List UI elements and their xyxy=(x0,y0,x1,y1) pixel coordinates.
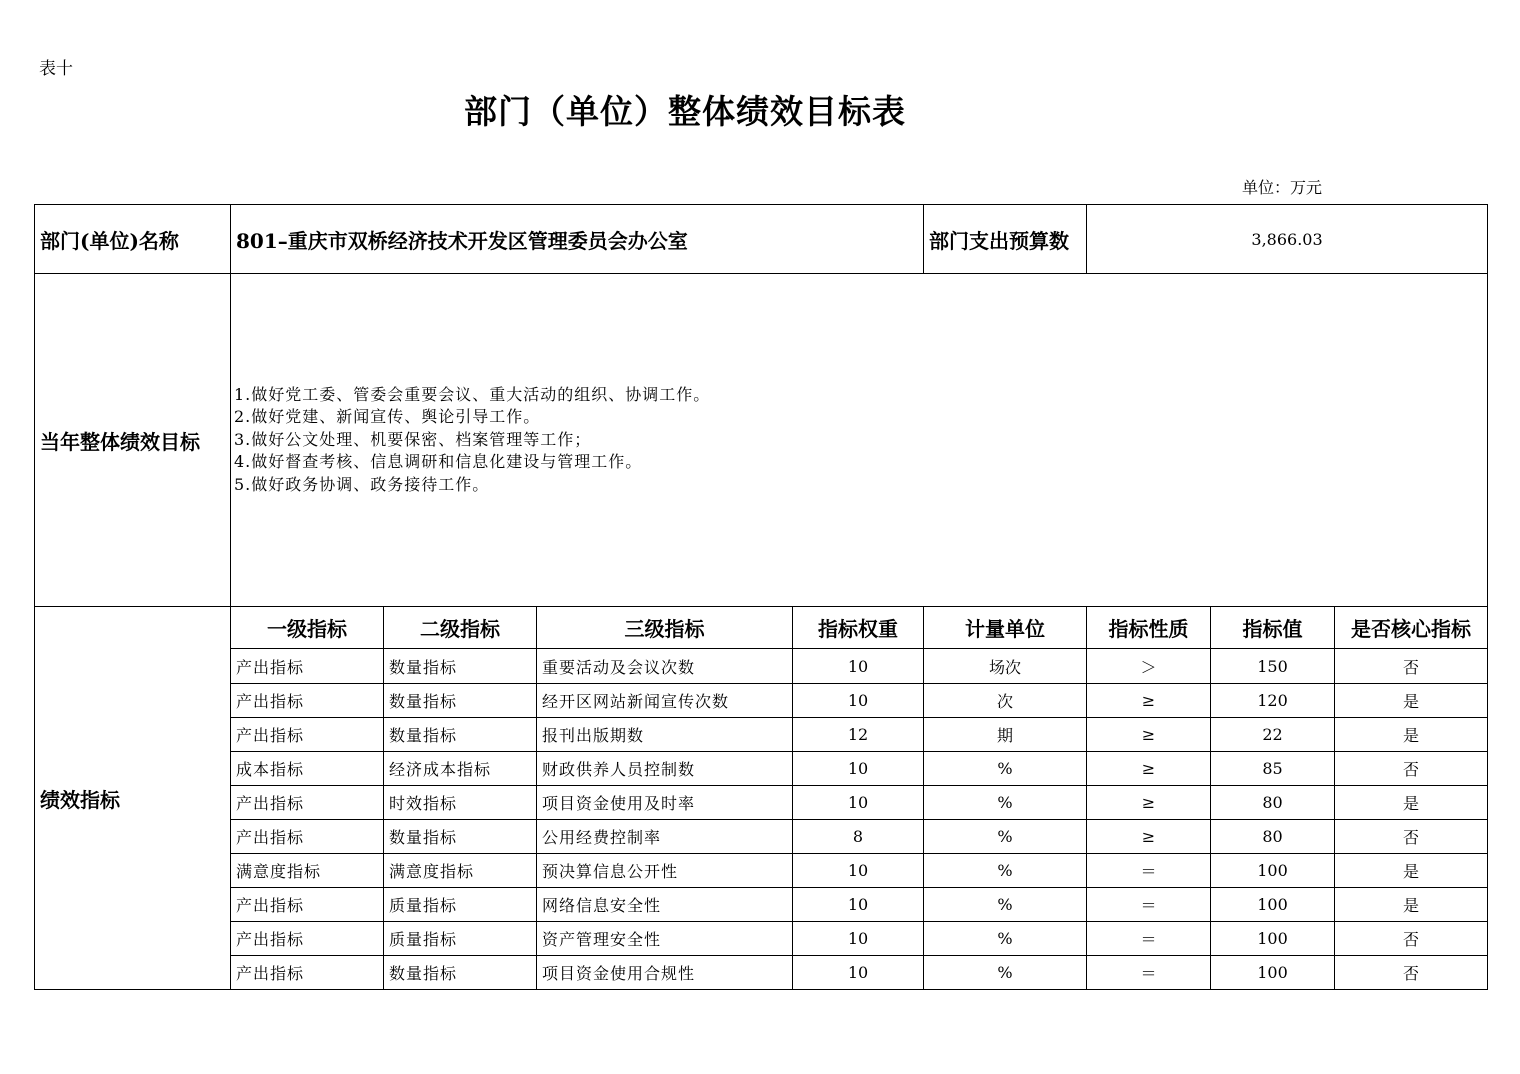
level1-indicator: 产出指标 xyxy=(231,718,384,752)
goals-list xyxy=(231,274,1488,607)
indicator-nature: ≥ xyxy=(1087,786,1211,820)
page-title: 部门（单位）整体绩效目标表 xyxy=(464,92,906,131)
level2-indicator: 时效指标 xyxy=(384,786,537,820)
core-indicator-flag: 否 xyxy=(1335,820,1488,854)
measure-unit: % xyxy=(924,752,1087,786)
goal-item: 3.做好公文处理、机要保密、档案管理等工作； xyxy=(234,429,592,449)
level1-indicator: 产出指标 xyxy=(231,922,384,956)
indicator-nature: ＝ xyxy=(1087,888,1211,922)
indicator-value: 150 xyxy=(1211,649,1335,684)
table-row xyxy=(35,718,1488,752)
level2-indicator: 数量指标 xyxy=(384,718,537,752)
level1-indicator: 产出指标 xyxy=(231,956,384,990)
level1-indicator: 产出指标 xyxy=(231,649,384,684)
table-row xyxy=(35,922,1488,956)
level1-indicator: 成本指标 xyxy=(231,752,384,786)
measure-unit: 次 xyxy=(924,684,1087,718)
core-indicator-flag: 否 xyxy=(1335,956,1488,990)
indicator-nature: ≥ xyxy=(1087,684,1211,718)
core-indicator-flag: 是 xyxy=(1335,684,1488,718)
indicator-nature: ＝ xyxy=(1087,854,1211,888)
level3-indicator: 项目资金使用合规性 xyxy=(537,956,793,990)
measure-unit: % xyxy=(924,888,1087,922)
level1-indicator: 产出指标 xyxy=(231,820,384,854)
indicator-value: 120 xyxy=(1211,684,1335,718)
goal-item: 1.做好党工委、管委会重要会议、重大活动的组织、协调工作。 xyxy=(234,384,711,404)
indicator-weight: 10 xyxy=(793,649,924,684)
indicator-nature: ≥ xyxy=(1087,752,1211,786)
level1-indicator: 产出指标 xyxy=(231,684,384,718)
indicators-label: 绩效指标 xyxy=(35,607,231,990)
column-header: 计量单位 xyxy=(924,607,1087,649)
goal-item: 2.做好党建、新闻宣传、舆论引导工作。 xyxy=(234,407,541,427)
indicator-weight: 10 xyxy=(793,786,924,820)
indicator-nature: ≥ xyxy=(1087,718,1211,752)
table-number: 表十 xyxy=(39,59,73,79)
column-header: 三级指标 xyxy=(537,607,793,649)
indicator-value: 80 xyxy=(1211,786,1335,820)
core-indicator-flag: 是 xyxy=(1335,718,1488,752)
level3-indicator: 项目资金使用及时率 xyxy=(537,786,793,820)
indicator-value: 100 xyxy=(1211,854,1335,888)
column-header: 二级指标 xyxy=(384,607,537,649)
indicator-weight: 12 xyxy=(793,718,924,752)
goals-row xyxy=(35,274,1488,607)
level3-indicator: 网络信息安全性 xyxy=(537,888,793,922)
measure-unit: % xyxy=(924,786,1087,820)
level2-indicator: 质量指标 xyxy=(384,888,537,922)
table-row xyxy=(35,888,1488,922)
column-header: 指标值 xyxy=(1211,607,1335,649)
indicator-weight: 8 xyxy=(793,820,924,854)
level1-indicator: 产出指标 xyxy=(231,786,384,820)
indicator-value: 100 xyxy=(1211,956,1335,990)
measure-unit: % xyxy=(924,854,1087,888)
indicator-weight: 10 xyxy=(793,888,924,922)
indicator-value: 22 xyxy=(1211,718,1335,752)
indicator-nature: ＝ xyxy=(1087,956,1211,990)
indicator-weight: 10 xyxy=(793,684,924,718)
indicator-nature: ＞ xyxy=(1087,649,1211,684)
level3-indicator: 财政供养人员控制数 xyxy=(537,752,793,786)
level1-indicator: 产出指标 xyxy=(231,888,384,922)
indicator-nature: ＝ xyxy=(1087,922,1211,956)
level3-indicator: 公用经费控制率 xyxy=(537,820,793,854)
level3-indicator: 经开区网站新闻宣传次数 xyxy=(537,684,793,718)
column-header: 是否核心指标 xyxy=(1335,607,1488,649)
measure-unit: % xyxy=(924,956,1087,990)
indicator-nature: ≥ xyxy=(1087,820,1211,854)
indicator-header-row xyxy=(35,607,1488,649)
level3-indicator: 报刊出版期数 xyxy=(537,718,793,752)
level2-indicator: 数量指标 xyxy=(384,956,537,990)
measure-unit: % xyxy=(924,922,1087,956)
level2-indicator: 经济成本指标 xyxy=(384,752,537,786)
level3-indicator: 资产管理安全性 xyxy=(537,922,793,956)
level2-indicator: 质量指标 xyxy=(384,922,537,956)
core-indicator-flag: 否 xyxy=(1335,649,1488,684)
level2-indicator: 数量指标 xyxy=(384,649,537,684)
indicator-weight: 10 xyxy=(793,752,924,786)
core-indicator-flag: 是 xyxy=(1335,888,1488,922)
indicator-weight: 10 xyxy=(793,956,924,990)
goal-item: 5.做好政务协调、政务接待工作。 xyxy=(234,474,490,494)
dept-row xyxy=(35,205,1488,274)
dept-name-label: 部门(单位)名称 xyxy=(35,205,231,274)
budget-label: 部门支出预算数 xyxy=(924,205,1087,274)
level2-indicator: 数量指标 xyxy=(384,820,537,854)
table-row xyxy=(35,684,1488,718)
column-header: 指标性质 xyxy=(1087,607,1211,649)
level2-indicator: 数量指标 xyxy=(384,684,537,718)
measure-unit: 场次 xyxy=(924,649,1087,684)
column-header: 一级指标 xyxy=(231,607,384,649)
level1-indicator: 满意度指标 xyxy=(231,854,384,888)
indicator-value: 100 xyxy=(1211,888,1335,922)
goal-item: 4.做好督查考核、信息调研和信息化建设与管理工作。 xyxy=(234,452,643,472)
indicator-weight: 10 xyxy=(793,922,924,956)
level3-indicator: 重要活动及会议次数 xyxy=(537,649,793,684)
indicator-value: 80 xyxy=(1211,820,1335,854)
table-row xyxy=(35,820,1488,854)
level3-indicator: 预决算信息公开性 xyxy=(537,854,793,888)
table-row xyxy=(35,854,1488,888)
table-row xyxy=(35,752,1488,786)
column-header: 指标权重 xyxy=(793,607,924,649)
core-indicator-flag: 是 xyxy=(1335,786,1488,820)
dept-name-value: 801–重庆市双桥经济技术开发区管理委员会办公室 xyxy=(231,205,924,274)
budget-value: 3,866.03 xyxy=(1087,205,1488,274)
indicator-value: 100 xyxy=(1211,922,1335,956)
indicator-value: 85 xyxy=(1211,752,1335,786)
table-row xyxy=(35,649,1488,684)
measure-unit: % xyxy=(924,820,1087,854)
level2-indicator: 满意度指标 xyxy=(384,854,537,888)
unit-note: 单位：万元 xyxy=(1242,178,1323,197)
measure-unit: 期 xyxy=(924,718,1087,752)
table-row xyxy=(35,956,1488,990)
core-indicator-flag: 是 xyxy=(1335,854,1488,888)
core-indicator-flag: 否 xyxy=(1335,922,1488,956)
goals-label: 当年整体绩效目标 xyxy=(35,274,231,607)
indicator-weight: 10 xyxy=(793,854,924,888)
table-row xyxy=(35,786,1488,820)
core-indicator-flag: 否 xyxy=(1335,752,1488,786)
performance-table xyxy=(34,204,1488,990)
